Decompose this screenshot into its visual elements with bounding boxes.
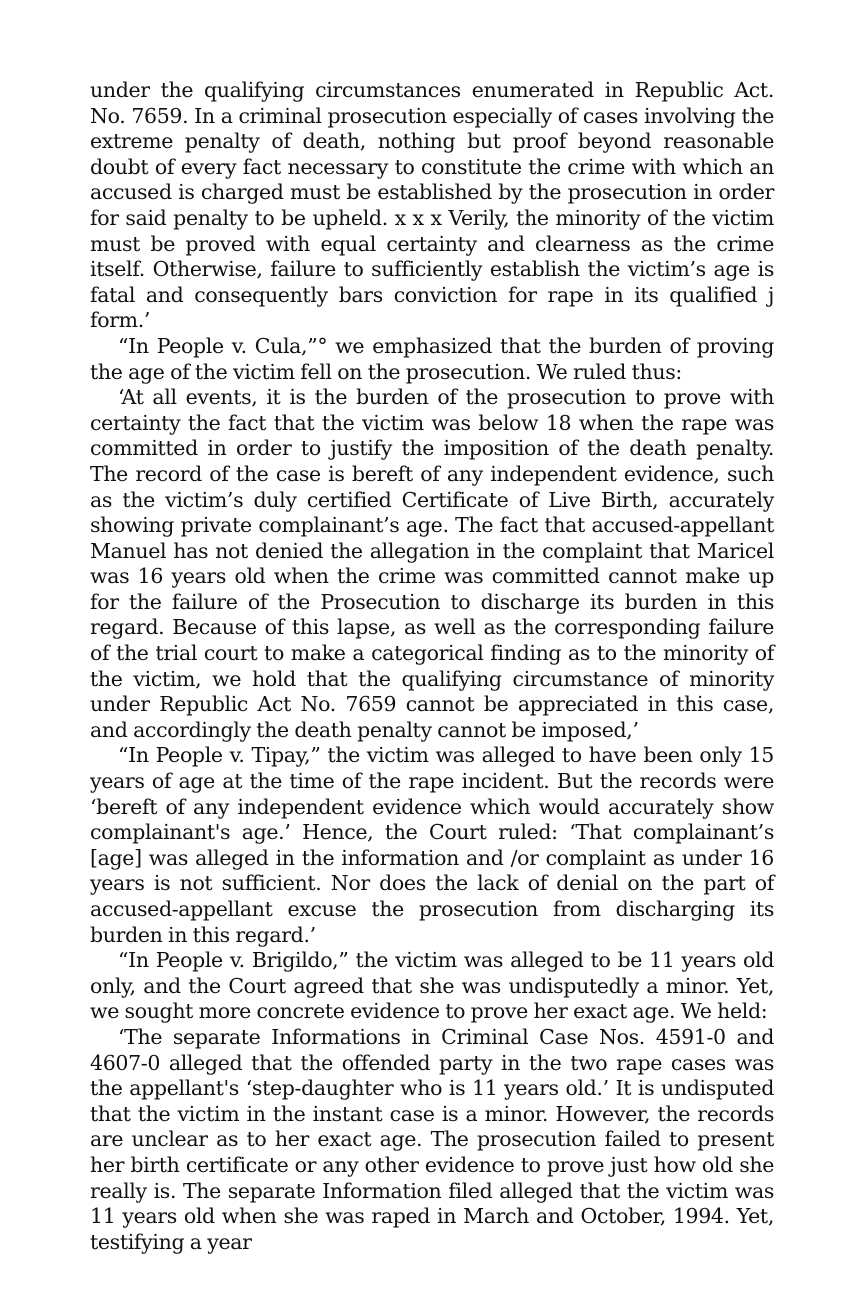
- paragraph-3: ‘At all events, it is the burden of the prosecution to prove with certainty the fact that the victim was below 18 when the rape was committed in order to justify the imposition of the death penalty. The record of the case is bereft of any independent evidence, such as the victim’s duly certified Certificate of Live Birth, accurately showing private complainant’s age. The fact that accused-appellant Manuel has not denied the allegation in the complaint that Maricel was 16 years old when the crime was committed cannot make up for the failure of the Prosecution to discharge its burden in this regard. Because of this lapse, as well as the corresponding failure of the trial court to make a categorical finding as to the minority of the victim, we hold that the qualifying circumstance of minority under Republic Act No. 7659 cannot be appreciated in this case, and accordingly the death penalty cannot be imposed,’: [90, 385, 774, 742]
- paragraph-5: “In People v. Brigildo,” the victim was alleged to be 11 years old only, and the Court agreed that she was undisputedly a minor. Yet, we sought more concrete evidence to prove her exact age. We held:: [90, 948, 774, 1024]
- paragraph-6: ‘The separate Informations in Criminal Case Nos. 4591-0 and 4607-0 alleged that the offended party in the two rape cases was the appellant's ‘step-daughter who is 11 years old.’ It is undisputed that the victim in the instant case is a minor. However, the records are unclear as to her exact age. The prosecution failed to present her birth certificate or any other evidence to prove just how old she really is. The separate Information filed alleged that the victim was 11 years old when she was raped in March and October, 1994. Yet, testifying a year: [90, 1024, 774, 1254]
- document-page: [90, 78, 774, 1255]
- paragraph-4: “In People v. Tipay,” the victim was alleged to have been only 15 years of age at the time of the rape incident. But the records were ‘bereft of any independent evidence which would accurately show complainant's age.’ Hence, the Court ruled: ‘That complainant’s [age] was alleged in the information and /or complaint as under 16 years is not sufficient. Nor does the lack of denial on the part of accused-appellant excuse the prosecution from discharging its burden in this regard.’: [90, 743, 774, 947]
- paragraph-2: “In People v. Cula,”° we emphasized that the burden of proving the age of the victim fell on the prosecution. We ruled thus:: [90, 333, 774, 384]
- paragraph-1: under the qualifying circumstances enumerated in Republic Act. No. 7659. In a criminal prosecution especially of cases involving the extreme penalty of death, nothing but proof beyond reasonable doubt of every fact necessary to constitute the crime with which an accused is charged must be established by the prosecution in order for said penalty to be upheld. x x x Verily, the minority of the victim must be proved with equal certainty and clearness as the crime itself. Otherwise, failure to sufficiently establish the victim’s age is fatal and consequently bars conviction for rape in its qualified j form.’: [90, 78, 774, 333]
